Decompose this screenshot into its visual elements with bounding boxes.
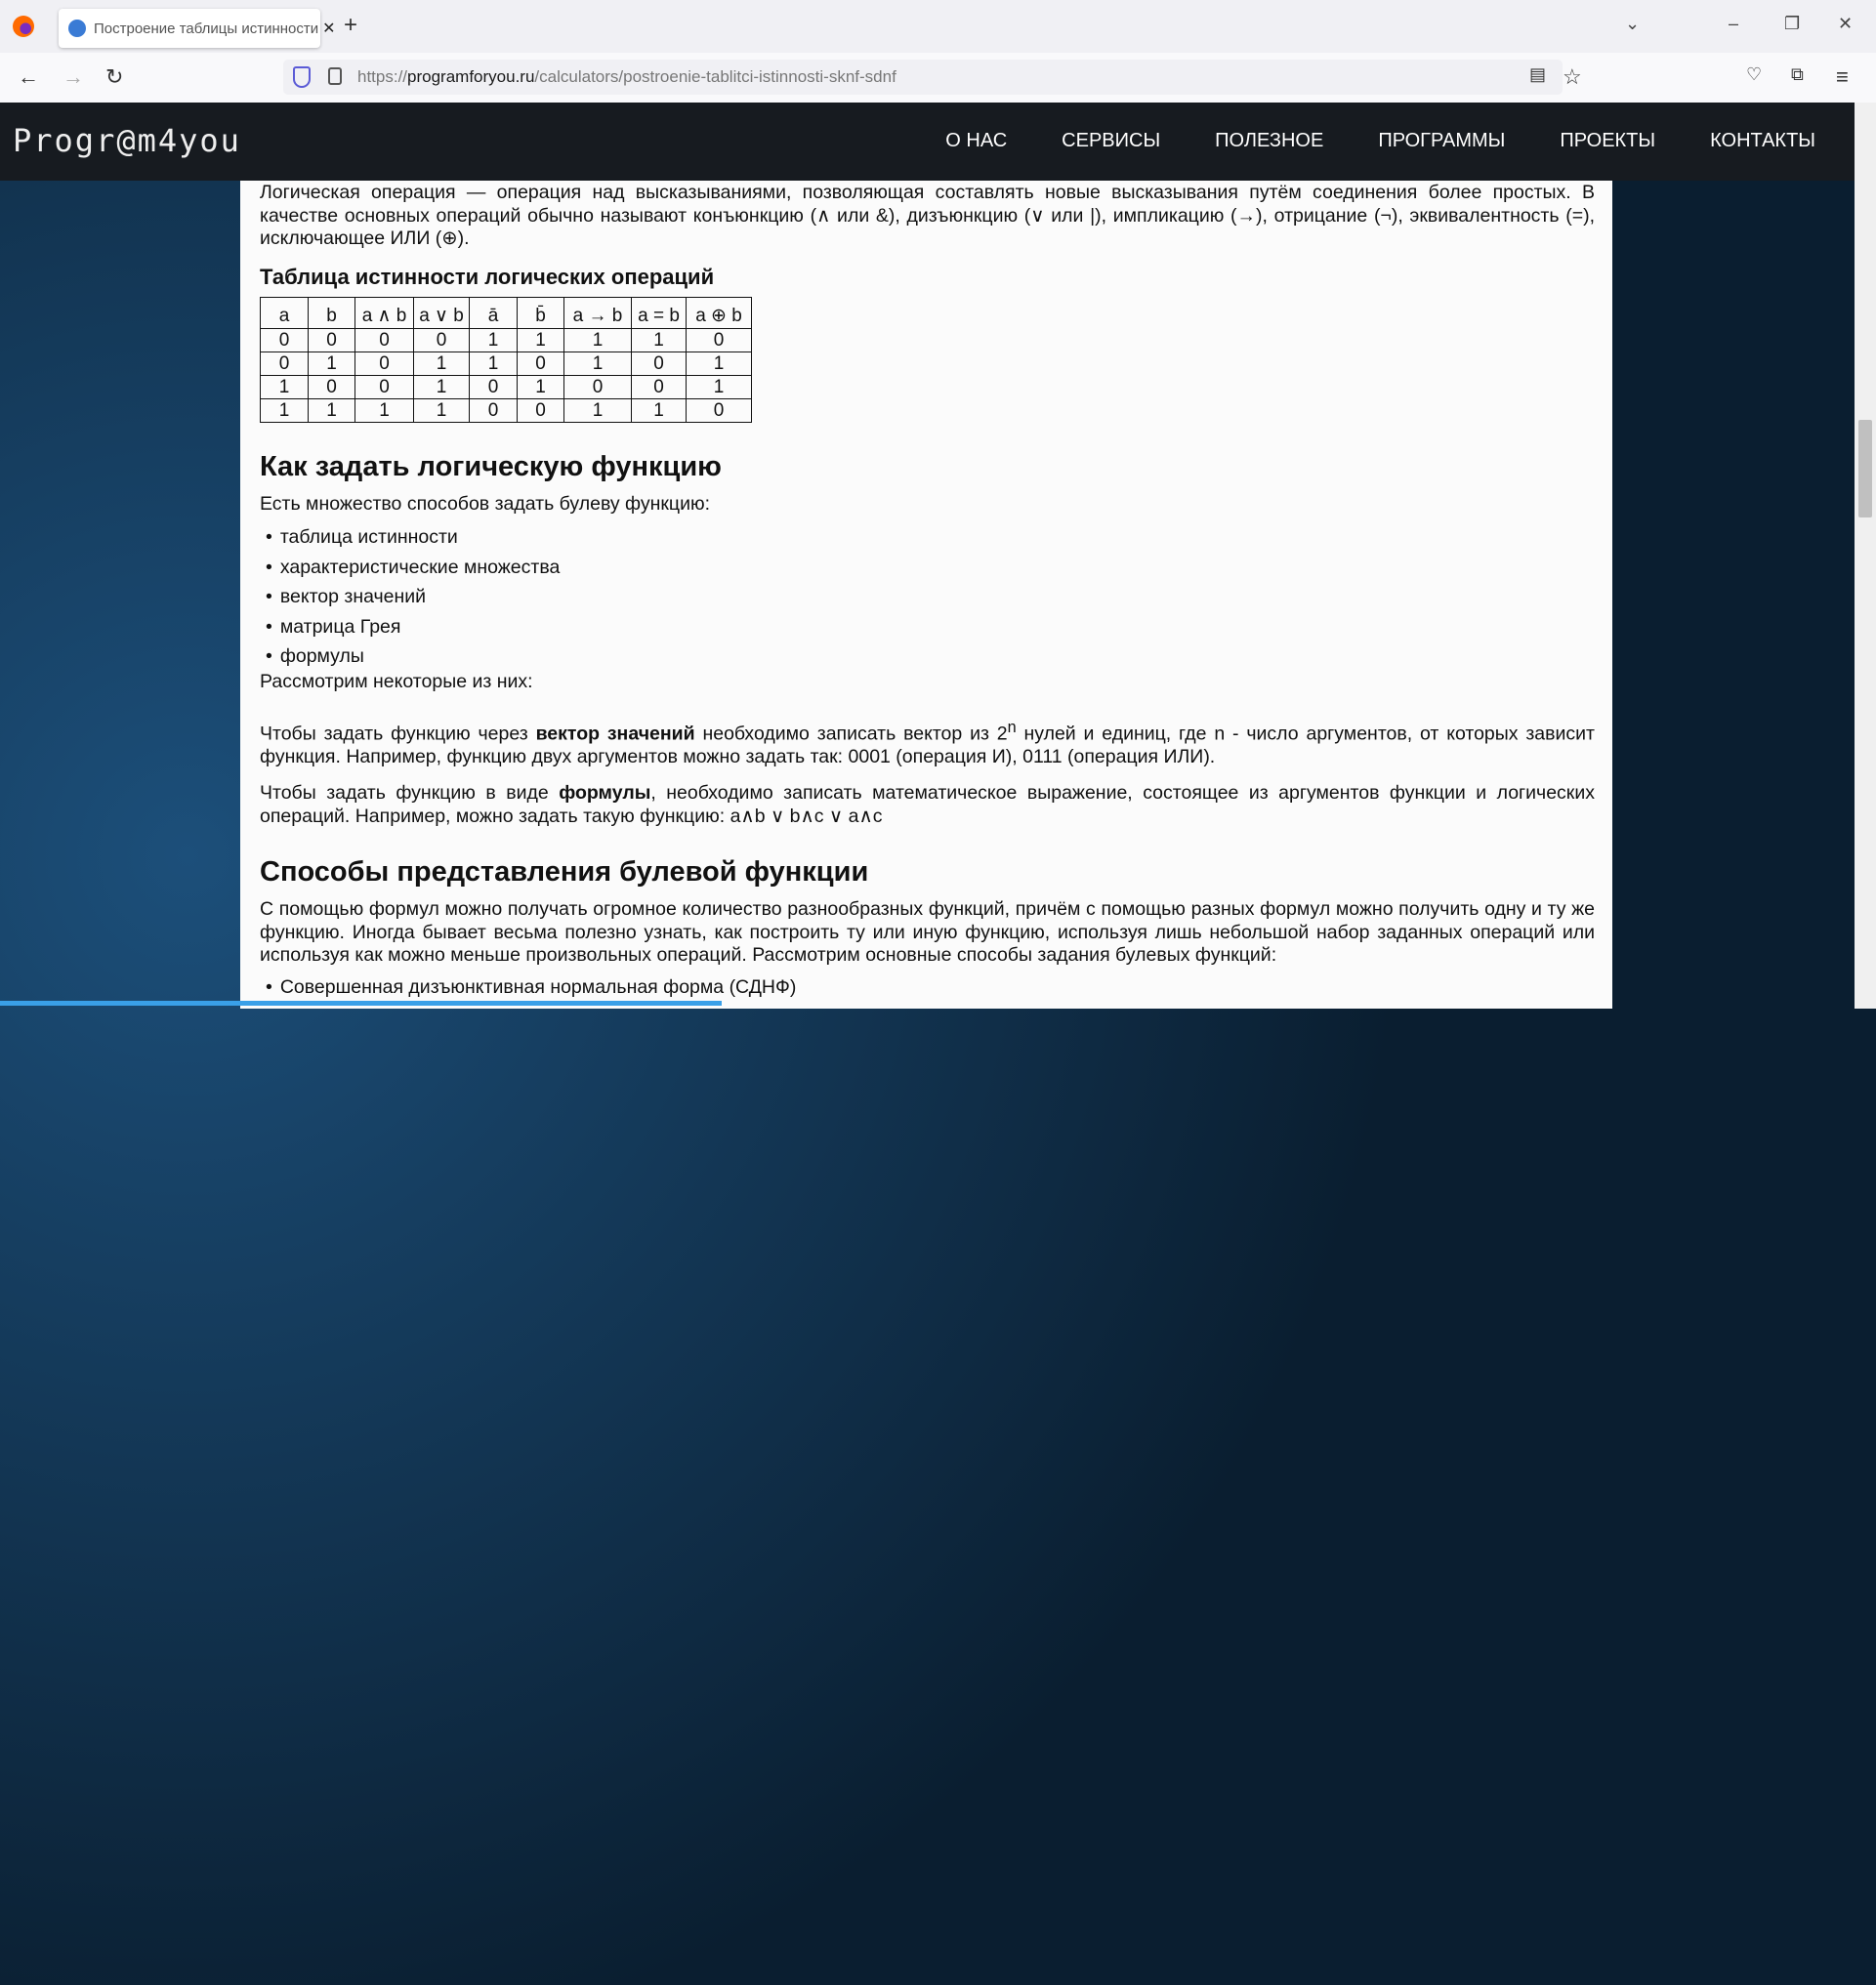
list-item: • формулы	[266, 645, 1601, 676]
table-cell: 1	[470, 352, 518, 376]
menu-useful[interactable]: ПОЛЕЗНОЕ	[1215, 130, 1324, 151]
intro-paragraph: Логическая операция — операция над высказываниями, позволяющая составлять новые высказывания путём соединения более простых. В качестве основных операций обычно называют конъюнкцию (∧ или &), дизъюнкцию (∨ или |), импликацию (→), отрицание (¬), эквивалентность (=), исключающее ИЛИ (⊕).	[260, 182, 1595, 249]
url-domain: programforyou.ru	[407, 67, 535, 86]
list-item: • вектор значений	[266, 586, 1601, 616]
text: Чтобы задать функцию через	[260, 723, 536, 745]
table-header-row	[261, 298, 752, 329]
table-cell: 1	[687, 352, 752, 376]
superscript: n	[1007, 719, 1017, 736]
pocket-icon[interactable]: ♡	[1746, 64, 1763, 84]
bookmark-star-icon[interactable]: ☆	[1563, 64, 1582, 89]
site-header	[0, 103, 1855, 181]
table-cell: 0	[355, 329, 414, 352]
url-scheme: https://	[357, 67, 408, 86]
table-cell: 0	[355, 376, 414, 399]
site-logo[interactable]: Progr@m4you	[13, 122, 241, 159]
table-cell: 1	[632, 399, 687, 423]
minimize-button[interactable]: –	[1729, 14, 1739, 33]
tab-bar	[0, 0, 1876, 53]
close-tab-icon[interactable]: ✕	[322, 21, 336, 37]
tab-title: Построение таблицы истинности	[94, 20, 319, 37]
table-cell: 0	[355, 352, 414, 376]
table-cell: 0	[470, 399, 518, 423]
text: Чтобы задать функцию в виде	[260, 782, 560, 804]
menu-icon[interactable]: ≡	[1836, 64, 1849, 89]
table-row	[261, 376, 752, 399]
table-header-cell: a	[261, 298, 309, 329]
table-cell: 0	[309, 329, 355, 352]
table-cell: 0	[687, 329, 752, 352]
table-cell: 0	[564, 376, 632, 399]
table-header-cell: b	[309, 298, 355, 329]
table-cell: 0	[261, 329, 309, 352]
bold-term: вектор значений	[535, 723, 695, 745]
table-cell: 1	[355, 399, 414, 423]
table-cell: 1	[470, 329, 518, 352]
table-cell: 1	[261, 376, 309, 399]
list-item: • Совершенная дизъюнктивная нормальная форма (СДНФ)	[266, 976, 1601, 1007]
table-cell: 0	[518, 399, 564, 423]
site-menu	[945, 130, 1815, 152]
text: нулей и единиц, где n - число аргументов, от которых зависит функция. Например, функцию двух аргументов можно задать так: 0001 (операция И), 0111 (операция ИЛИ).	[260, 723, 1595, 767]
table-cell: 1	[261, 399, 309, 423]
table-title: Таблица истинности логических операций	[260, 265, 715, 289]
consider-text: Рассмотрим некоторые из них:	[260, 671, 533, 692]
table-header-cell: a ⊕ b	[687, 298, 752, 329]
table-header-cell: a ∨ b	[414, 298, 470, 329]
table-body	[261, 329, 752, 423]
ways-list	[266, 526, 1601, 676]
table-cell: 0	[470, 376, 518, 399]
formula-paragraph	[260, 782, 1595, 828]
list-tabs-icon[interactable]: ⌄	[1625, 14, 1641, 33]
table-cell: 1	[564, 352, 632, 376]
table-header-cell: ā	[470, 298, 518, 329]
table-cell: 0	[261, 352, 309, 376]
scrollbar-thumb[interactable]	[1858, 420, 1872, 517]
favicon-icon	[68, 20, 86, 37]
list-item: • матрица Грея	[266, 616, 1601, 646]
table-header-cell: a = b	[632, 298, 687, 329]
table-row	[261, 329, 752, 352]
reader-view-icon[interactable]: ▤	[1529, 64, 1547, 84]
lock-icon[interactable]	[328, 67, 342, 85]
table-cell: 1	[564, 399, 632, 423]
new-tab-button[interactable]: +	[344, 12, 358, 38]
text: необходимо записать вектор из 2	[694, 723, 1008, 745]
table-row	[261, 399, 752, 423]
firefox-icon	[13, 16, 34, 37]
table-cell: 1	[518, 329, 564, 352]
table-cell: 1	[687, 376, 752, 399]
representation-paragraph: С помощью формул можно получать огромное количество разнообразных функций, причём с помощью разных формул можно получить одну и ту же функцию. Иногда бывает весьма полезно узнать, как построить ту или иную функцию, используя лишь небольшой набор заданных операций или используя как можно меньше произвольных операций. Рассмотрим основные способы задания булевых функций:	[260, 898, 1595, 966]
menu-projects[interactable]: ПРОЕКТЫ	[1560, 130, 1656, 151]
close-window-button[interactable]: ✕	[1838, 14, 1854, 33]
restore-button[interactable]: ❐	[1784, 14, 1801, 33]
table-cell: 0	[632, 376, 687, 399]
url-path: /calculators/postroenie-tablitci-istinnosti-sknf-sdnf	[534, 67, 896, 86]
url-bar[interactable]	[283, 60, 1563, 95]
table-cell: 0	[518, 352, 564, 376]
extensions-icon[interactable]: ⧉	[1791, 64, 1804, 84]
forward-icon[interactable]: →	[63, 64, 84, 89]
shield-icon[interactable]	[293, 66, 311, 88]
table-header-cell: b̄	[518, 298, 564, 329]
nav-bar	[0, 53, 1876, 103]
text: , необходимо записать математическое выражение, состоящее из аргументов функции и логических операций. Например, можно задать такую функцию: a∧b ∨ b∧c ∨ a∧c	[260, 782, 1595, 827]
browser-tab[interactable]	[59, 9, 336, 48]
table-header-cell: a ∧ b	[355, 298, 414, 329]
table-cell: 1	[632, 329, 687, 352]
bold-term: формулы	[559, 782, 651, 804]
scrollbar[interactable]	[1855, 103, 1876, 1009]
reading-progress-bar	[0, 1001, 722, 1006]
menu-contacts[interactable]: КОНТАКТЫ	[1710, 130, 1815, 151]
heading-representation: Способы представления булевой функции	[260, 856, 869, 888]
table-cell: 0	[632, 352, 687, 376]
list-item: • характеристические множества	[266, 557, 1601, 587]
menu-about[interactable]: О НАС	[945, 130, 1008, 151]
table-cell: 0	[414, 329, 470, 352]
table-cell: 1	[414, 376, 470, 399]
table-cell: 1	[564, 329, 632, 352]
back-icon[interactable]: ←	[18, 64, 39, 89]
article	[240, 181, 1612, 1009]
table-cell: 0	[687, 399, 752, 423]
menu-programs[interactable]: ПРОГРАММЫ	[1378, 130, 1506, 151]
ways-intro: Есть множество способов задать булеву функцию:	[260, 493, 711, 515]
list-item: • таблица истинности	[266, 526, 1601, 557]
table-cell: 1	[414, 399, 470, 423]
table-row	[261, 352, 752, 376]
truth-table	[260, 297, 752, 423]
vector-paragraph	[260, 717, 1595, 769]
table-cell: 1	[309, 352, 355, 376]
heading-define-function: Как задать логическую функцию	[260, 451, 722, 482]
table-cell: 0	[309, 376, 355, 399]
reload-icon[interactable]: ↻	[105, 64, 124, 89]
table-cell: 1	[518, 376, 564, 399]
table-cell: 1	[309, 399, 355, 423]
table-cell: 1	[414, 352, 470, 376]
menu-services[interactable]: СЕРВИСЫ	[1062, 130, 1161, 151]
table-header-cell: a → b	[564, 298, 632, 329]
